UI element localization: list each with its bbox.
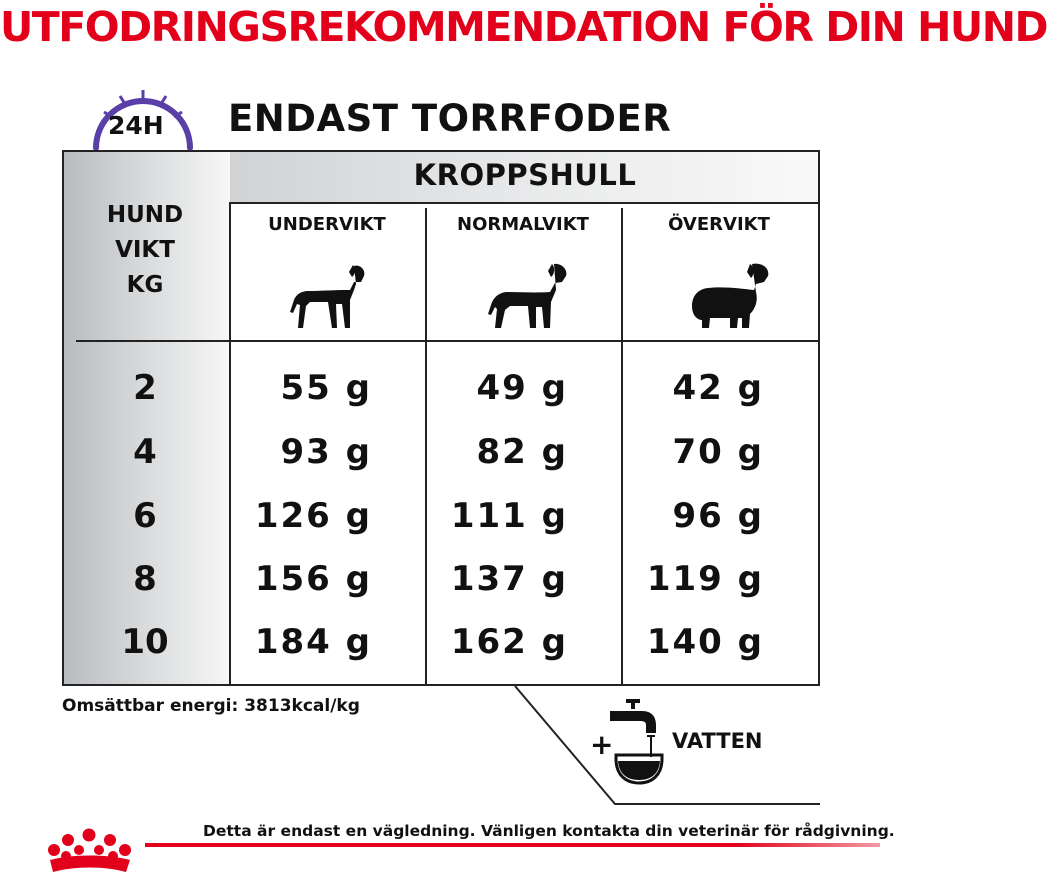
table-cell: 49 g xyxy=(476,368,568,408)
royal-canin-crown-icon xyxy=(42,826,137,876)
plus-sign: + xyxy=(590,728,614,761)
table-cell: 70 g xyxy=(672,432,764,472)
table-cell: 184 g xyxy=(254,622,372,662)
page-title: UTFODRINGSREKOMMENDATION FÖR DIN HUND xyxy=(0,3,1047,51)
table-cell: 140 g xyxy=(646,622,764,662)
table-cell: 137 g xyxy=(450,559,568,599)
column-header-underweight: UNDERVIKT xyxy=(268,214,386,235)
table-cell: 96 g xyxy=(672,496,764,536)
dog-weight: 6 xyxy=(133,496,157,536)
lean-dog-icon xyxy=(284,260,374,330)
table-cell: 42 g xyxy=(672,368,764,408)
table-cell: 55 g xyxy=(280,368,372,408)
dog-weight: 10 xyxy=(121,622,169,662)
header-divider xyxy=(76,340,820,342)
weight-header xyxy=(70,198,220,303)
column-header-overweight: ÖVERVIKT xyxy=(668,214,770,235)
table-cell: 93 g xyxy=(280,432,372,472)
dog-weight: 8 xyxy=(133,559,157,599)
normal-dog-icon xyxy=(482,260,572,330)
dog-weight: 2 xyxy=(133,368,157,408)
energy-note: Omsättbar energi: 3813kcal/kg xyxy=(62,696,360,716)
footer-rule xyxy=(145,843,880,847)
table-cell: 162 g xyxy=(450,622,568,662)
dog-weight: 4 xyxy=(133,432,157,472)
subtitle: ENDAST TORRFODER xyxy=(228,97,672,140)
column-header-normal: NORMALVIKT xyxy=(457,214,589,235)
clock-label: 24H xyxy=(108,111,164,140)
weight-header-line: KG xyxy=(126,272,164,298)
fat-dog-icon xyxy=(684,260,774,330)
table-cell: 82 g xyxy=(476,432,568,472)
table-cell: 126 g xyxy=(254,496,372,536)
body-condition-header: KROPPSHULL xyxy=(413,158,637,192)
weight-header-line: HUND xyxy=(106,202,184,228)
footer-disclaimer: Detta är endast en vägledning. Vänligen kontakta din veterinär för rådgivning. xyxy=(200,822,898,840)
table-cell: 111 g xyxy=(450,496,568,536)
water-tap-bowl-icon xyxy=(606,697,668,787)
weight-header-line: VIKT xyxy=(115,237,175,263)
water-label: VATTEN xyxy=(672,729,763,753)
header-divider xyxy=(230,202,820,204)
table-cell: 119 g xyxy=(646,559,764,599)
table-cell: 156 g xyxy=(254,559,372,599)
